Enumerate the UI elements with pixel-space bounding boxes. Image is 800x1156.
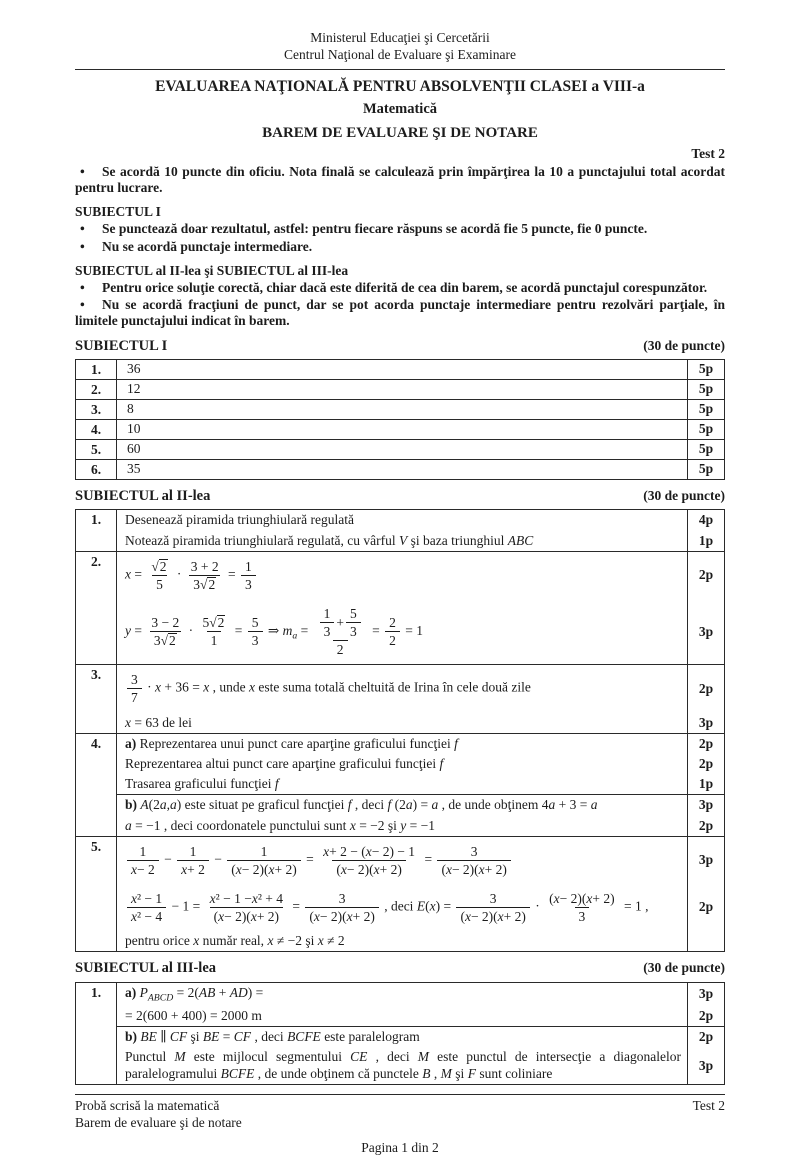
denominator: 3 √2 [189, 575, 220, 592]
subject1-rule: • Se punctează doar rezultatul, astfel: pentru fiecare răspuns se acordă fie 5 puncte, fie 0 puncte. [75, 221, 725, 237]
math-variable: x [340, 861, 347, 877]
math-variable: f [439, 755, 444, 771]
solution-content: b) BE ∥ CF şi BE = CF , deci BCFE este paralelogram [125, 1029, 420, 1045]
denominator: 7 [127, 688, 142, 705]
denominator: ( x − 2)( x + 2) [210, 907, 283, 924]
title-block [75, 78, 725, 142]
solution-content: pentru orice x număr real, x ≠ −2 şi x ≠ 2 [125, 933, 345, 949]
math-variable: BE [202, 1029, 220, 1045]
math-variable: x [125, 566, 131, 582]
item-letter: b) [125, 1029, 141, 1045]
math-variable: x [317, 933, 324, 949]
fraction [199, 615, 230, 648]
math-variable: B [422, 1065, 431, 1081]
solution-line [117, 531, 724, 551]
fraction [305, 891, 378, 924]
fraction [177, 844, 209, 877]
math-variable: x [235, 861, 242, 877]
table-row [76, 360, 724, 379]
score-cell: 2p [687, 884, 724, 931]
exam-title: EVALUAREA NAŢIONALĂ PENTRU ABSOLVENŢII CLASEI a VIII-a [155, 77, 645, 95]
math-variable: x [125, 714, 131, 730]
solution-content: 1 x − 2 − 1 x + 2 − 1 ( x − 2)( x + 2) = x + 2 − ( x − 2) − 1 ( x − 2)( x + 2) = 3 ( x − 2)( x + 2) [117, 837, 687, 884]
score-cell: 2p [687, 665, 724, 712]
solution-content: Notează piramida triunghiulară regulată, cu vârful V şi baza triunghiul ABC [125, 532, 534, 548]
row-body [117, 510, 724, 550]
fraction [127, 844, 159, 877]
solution-line [117, 734, 724, 754]
score-cell: 3p [687, 983, 724, 1006]
score-cell: 1p [687, 774, 724, 794]
solution-line [117, 713, 724, 733]
math-variable: x [429, 898, 436, 914]
numerator: 5 [349, 606, 357, 622]
math-variable: x [218, 909, 225, 925]
row-number: 1. [76, 510, 117, 550]
solution-content: Trasarea graficului funcţiei f [125, 776, 279, 792]
math-variable: f [347, 797, 352, 813]
answer-cell: 36 [127, 361, 141, 376]
table-row [76, 439, 724, 459]
score-cell: 1p [687, 531, 724, 551]
denominator: 3 √2 [150, 631, 181, 648]
score-cell: 2p [687, 1006, 724, 1026]
score-cell: 2p [687, 816, 724, 836]
denominator: 2 [333, 640, 348, 657]
solution-line [117, 983, 724, 1006]
denominator: 3 [575, 907, 590, 924]
row-number: 2. [76, 380, 117, 399]
page-number: Pagina 1 din 2 [361, 1139, 439, 1155]
math-variable: x [268, 861, 275, 877]
subscript [292, 630, 297, 641]
denominator: x ² − 4 [127, 907, 166, 924]
section1-heading-row [75, 338, 725, 355]
math-variable: x [251, 890, 258, 906]
sqrt-radical: √2 [151, 558, 167, 574]
row-number: 1. [76, 983, 117, 1084]
score-cell: 5p [687, 440, 724, 459]
scoring-rules [75, 164, 725, 330]
row-number: 4. [76, 420, 117, 439]
score-cell: 5p [687, 380, 724, 399]
table-row [76, 399, 724, 419]
solution-line [117, 599, 724, 664]
bullet-icon: • [80, 221, 85, 237]
score-cell: 2p [687, 1027, 724, 1047]
math-variable: M [174, 1049, 186, 1065]
fraction [206, 891, 287, 924]
math-variable: x [155, 680, 161, 696]
math-variable: BCFE [287, 1029, 321, 1045]
row-body [117, 665, 724, 732]
radicand: 2 [169, 633, 176, 649]
solution-content: Punctul M este mijlocul segmentului CE , deci M este punctul de intersecţie a diagonalelor paralelogramului BCFE , de unde obţinem că punctele B , M şi F sunt coliniare [125, 1049, 681, 1081]
fraction [320, 606, 335, 639]
subject1-table [75, 359, 725, 480]
score-cell: 3p [687, 1047, 724, 1083]
math-variable: BE [140, 1029, 157, 1045]
solution-content: y = 3 − 2 3 √2 · 5 √2 1 = $\frac{5}{3}$ ⇒ $m_a$ = $\frac{1}{3}$ + $\frac{5}{3}$ 2 = $\frac{2}{2}$ = 1 [125, 606, 423, 658]
row-number: 5. [76, 440, 117, 459]
solution-content: Desenează piramida triunghiulară regulată [125, 512, 355, 528]
math-variable: y [400, 817, 407, 833]
answer-cell: 10 [127, 421, 141, 436]
radicand: 2 [217, 615, 225, 631]
solution-block [117, 837, 724, 952]
solution-content: = 2(600 + 400) = 2000 m [125, 1008, 262, 1024]
table-row [76, 419, 724, 439]
score-cell: 5p [687, 400, 724, 419]
math-variable: f [387, 797, 392, 813]
item-letter: b) [125, 797, 141, 813]
row-number: 1. [76, 360, 117, 379]
solution-block [117, 1026, 724, 1084]
numerator: $\frac{1}{3}$ + $\frac{5}{3}$ [314, 606, 367, 640]
score-cell [687, 931, 724, 951]
math-variable: AB [198, 984, 216, 1000]
math-variable: x [203, 680, 210, 696]
section3-heading-row [75, 960, 725, 977]
math-variable: x [346, 909, 353, 925]
score-cell: 2p [687, 754, 724, 774]
score-cell: 3p [687, 795, 724, 815]
numerator: 3 + 2 [190, 558, 219, 574]
score-cell: 4p [687, 510, 724, 530]
denominator: ( x − 2)( x + 2) [227, 860, 300, 877]
denominator: x + 2 [177, 860, 209, 877]
solution-content: x = 63 de lei [125, 714, 192, 730]
math-variable: ABCD [147, 992, 174, 1004]
math-variable: ABC [507, 532, 534, 548]
math-variable: x [193, 933, 200, 949]
math-variable: x [365, 843, 372, 859]
math-variable: f [274, 776, 279, 792]
rules-subject23-heading: SUBIECTUL al II-lea şi SUBIECTUL al III-lea [75, 262, 349, 278]
math-variable: BCFE [220, 1065, 255, 1081]
denominator: 3 [241, 575, 256, 592]
numerator: 3 [131, 672, 138, 688]
numerator: 1 [323, 606, 331, 622]
fraction [346, 606, 361, 639]
row-number: 3. [76, 665, 117, 732]
numerator: x ² − 1 − x ² + 4 [209, 890, 283, 906]
math-variable: a [548, 797, 556, 813]
solution-content: a) Reprezentarea unui punct care aparţine graficului funcţiei f [125, 735, 458, 751]
score-cell: 5p [687, 360, 724, 379]
center-line: Centrul Naţional de Evaluare şi Examinare [283, 46, 517, 62]
subject23-rule: • Pentru orice soluţie corectă, chiar dacă este diferită de cea din barem, se acordă punctajul corespunzător. [75, 280, 725, 296]
answer-cell: 60 [127, 441, 141, 456]
bullet-icon: • [80, 238, 85, 254]
fraction [147, 615, 183, 648]
section3-title: SUBIECTUL al III-lea [75, 960, 217, 977]
math-variable: x [250, 909, 257, 925]
solution-line [117, 795, 724, 815]
numerator: 1 [260, 843, 268, 859]
fraction [241, 559, 256, 592]
answer-cell: 35 [127, 461, 141, 476]
footer-barem: Barem de evaluare şi de notare [75, 1114, 242, 1130]
item-letter: a) [125, 735, 140, 751]
subject2-table [75, 509, 725, 952]
math-variable: a [405, 797, 413, 813]
math-variable: x [131, 890, 137, 906]
subscripted-symbol [139, 984, 174, 1004]
denominator: 1 [207, 631, 222, 648]
score-cell: 3p [687, 837, 724, 884]
page-footer [75, 1094, 725, 1156]
subject23-rule: • Nu se acordă fracţiuni de punct, dar se pot acorda punctaje intermediare pentru rezolvări parţiale, în limitele punctajului indicat în barem. [75, 297, 725, 329]
denominator: ( x − 2)( x + 2) [305, 907, 378, 924]
math-variable: CF [233, 1029, 252, 1045]
score-cell: 2p [687, 552, 724, 599]
fraction [147, 559, 171, 592]
bullet-icon: • [80, 297, 85, 313]
numerator: 1 [189, 843, 197, 859]
row-body [117, 983, 724, 1084]
math-variable: x [349, 817, 356, 833]
row-number: 6. [76, 460, 117, 479]
solution-content: a = −1 , deci coordonatele punctului sunt x = −2 şi y = −1 [125, 817, 436, 833]
solution-line [117, 1006, 724, 1026]
math-variable: F [467, 1065, 476, 1081]
math-variable: a [431, 797, 439, 813]
table-row [76, 836, 724, 952]
numerator: 3 [338, 890, 346, 906]
footer-proba: Probă scrisă la matematică [75, 1097, 220, 1113]
subject3-table [75, 982, 725, 1085]
fraction [319, 844, 419, 877]
table-row [76, 551, 724, 665]
math-variable: m [282, 622, 293, 638]
solution-line [117, 1047, 724, 1083]
fraction [456, 891, 529, 924]
section3-points: (30 de puncte) [643, 960, 725, 976]
numerator: 1 [245, 558, 252, 574]
row-number: 2. [76, 552, 117, 665]
solution-content: x = $\frac{√2}{5}$ · 3 + 2 3 √2 = $\frac{1}{3}$ [117, 552, 687, 599]
math-variable: x [131, 909, 137, 925]
denominator: x − 2 [127, 860, 159, 877]
solution-content: a) $P_{ABCD} = 2(AB + AD)$ = [125, 984, 264, 1004]
denominator: 3 [248, 631, 263, 648]
math-variable: M [440, 1065, 452, 1081]
solution-block [117, 552, 724, 665]
bullet-icon: • [80, 280, 85, 296]
header-divider [75, 69, 725, 70]
fraction [187, 559, 223, 592]
math-variable: x [131, 861, 137, 877]
solution-line [117, 754, 724, 774]
math-variable: x [267, 933, 274, 949]
solution-block [117, 794, 724, 835]
denominator: 3 [346, 622, 361, 639]
fraction [437, 844, 510, 877]
math-variable: a [125, 817, 132, 833]
math-variable: a [292, 630, 298, 642]
section2-points: (30 de puncte) [643, 488, 725, 503]
row-number: 4. [76, 734, 117, 836]
score-cell: 5p [687, 420, 724, 439]
solution-block [117, 983, 724, 1027]
math-variable: a [590, 797, 598, 813]
fraction [127, 891, 166, 924]
sqrt-radical: √2 [209, 615, 225, 631]
solution-line [117, 816, 724, 836]
math-variable: CF [169, 1029, 188, 1045]
math-variable: x [373, 861, 380, 877]
math-variable: x [313, 909, 320, 925]
footer-row [75, 1098, 725, 1132]
row-number: 3. [76, 400, 117, 419]
footer-left [75, 1098, 242, 1132]
document-header [75, 30, 725, 64]
score-cell: 2p [687, 734, 724, 754]
table-row [76, 733, 724, 836]
rules-subject1-heading: SUBIECTUL I [75, 204, 161, 220]
solution-line [117, 510, 724, 530]
solution-line [117, 665, 724, 712]
solution-line [117, 774, 724, 794]
solution-content: $\frac{3}{7}$ · x + 36 = x , unde x este suma totală cheltuită de Irina în cele două zile [117, 665, 687, 712]
table-row [76, 510, 724, 550]
section1-points: (30 de puncte) [643, 337, 725, 353]
fraction [385, 615, 400, 648]
answer-cell: 8 [127, 401, 134, 416]
fraction [227, 844, 300, 877]
math-variable: x [464, 909, 471, 925]
solution-line [117, 931, 724, 951]
radicand: 2 [159, 558, 167, 574]
test-number: Test 2 [691, 145, 725, 161]
subject1-rule: • Nu se acordă punctaje intermediare. [75, 239, 725, 255]
math-variable: x [181, 861, 188, 877]
solution-line [117, 552, 724, 599]
math-variable: x [478, 861, 485, 877]
fraction [314, 606, 367, 657]
table-row [76, 459, 724, 479]
math-variable: x [323, 843, 330, 859]
denominator: 2 [385, 631, 400, 648]
table-row [76, 379, 724, 399]
math-variable: x [497, 909, 504, 925]
score-cell: 3p [687, 599, 724, 664]
math-variable: A [140, 797, 149, 813]
solution-content: Reprezentarea altui punct care aparţine graficului funcţiei f [125, 755, 444, 771]
denominator: 5 [152, 575, 167, 592]
numerator: 3 [489, 890, 497, 906]
answer-cell: 12 [127, 381, 141, 396]
row-number: 5. [76, 837, 117, 952]
math-variable: x [586, 890, 593, 906]
row-body [117, 734, 724, 836]
subscript [148, 992, 173, 1003]
numerator: 3 − 2 [151, 615, 180, 631]
numerator: 5 √2 [202, 615, 225, 631]
fraction [545, 891, 618, 924]
row-body [117, 837, 724, 952]
math-variable: CE [350, 1049, 368, 1065]
numerator: 2 [389, 615, 396, 631]
denominator: ( x − 2)( x + 2) [437, 860, 510, 877]
exam-subject: Matematică [362, 101, 438, 118]
item-letter: a) [125, 984, 140, 1000]
sqrt-radical: √2 [160, 633, 176, 649]
numerator: x ² − 1 [131, 890, 163, 906]
section2-heading-row [75, 488, 725, 505]
math-variable: E [416, 898, 426, 914]
score-cell: 5p [687, 460, 724, 479]
math-variable: V [399, 532, 408, 548]
numerator [147, 559, 171, 575]
math-variable: y [125, 622, 131, 638]
score-cell: 3p [687, 713, 724, 733]
numerator: x + 2 − ( x − 2) − 1 [323, 843, 416, 859]
math-variable: x [209, 890, 216, 906]
denominator: ( x − 2)( x + 2) [456, 907, 529, 924]
solution-block [117, 734, 724, 795]
footer-test-number: Test 2 [692, 1097, 725, 1113]
math-variable: f [454, 735, 458, 751]
solution-content: x ² − 1 x ² − 4 − 1 = x ² − 1 − x ² + 4 ( x − 2)( x + 2) = 3 ( x − 2)( x + 2) , deci E(x) = 3 ( x − 2)( x + 2) · ( x − 2)( x + 2) 3 = 1 , [117, 884, 687, 931]
solution-line [117, 837, 724, 884]
sqrt-radical: √2 [200, 576, 216, 592]
numerator: ( x − 2)( x + 2) [549, 890, 615, 906]
solution-block [117, 510, 724, 550]
subscripted-symbol [282, 622, 298, 642]
table-row [76, 983, 724, 1084]
ministry-line: Ministerul Educaţiei şi Cercetării [310, 30, 490, 45]
math-variable: M [417, 1049, 429, 1065]
denominator: ( x − 2)( x + 2) [332, 860, 405, 877]
math-variable: P [139, 984, 148, 1000]
bullet-icon: • [80, 163, 85, 179]
radicand: 2 [208, 576, 216, 592]
document-type: BAREM DE EVALUARE ŞI DE NOTARE [262, 124, 538, 141]
fraction [127, 672, 142, 705]
fraction [248, 615, 263, 648]
denominator: 3 [320, 622, 335, 639]
numerator: 1 [139, 843, 147, 859]
section2-title: SUBIECTUL al II-lea [75, 488, 211, 504]
table-row [76, 664, 724, 732]
numerator: 3 [470, 843, 478, 859]
solution-line [117, 884, 724, 931]
numerator: 5 [251, 615, 259, 631]
row-body [117, 552, 724, 665]
general-rule: • Se acordă 10 puncte din oficiu. Nota finală se calculează prin împărţirea la 10 a punctajului total acordat pentru lucrare. [75, 163, 725, 196]
math-variable: AD [229, 984, 248, 1000]
math-variable: x [445, 861, 452, 877]
solution-content: b) A(2a,a) este situat pe graficul funcţiei f , deci f (2a) = a , de unde obţinem 4a + 3 = a [125, 797, 598, 813]
math-variable: x [248, 680, 255, 696]
math-variable: a [170, 797, 177, 813]
solution-block [117, 665, 724, 732]
solution-line [117, 1027, 724, 1047]
math-variable: x [553, 890, 560, 906]
section1-title: SUBIECTUL I [75, 337, 168, 354]
math-variable: a [159, 797, 167, 813]
